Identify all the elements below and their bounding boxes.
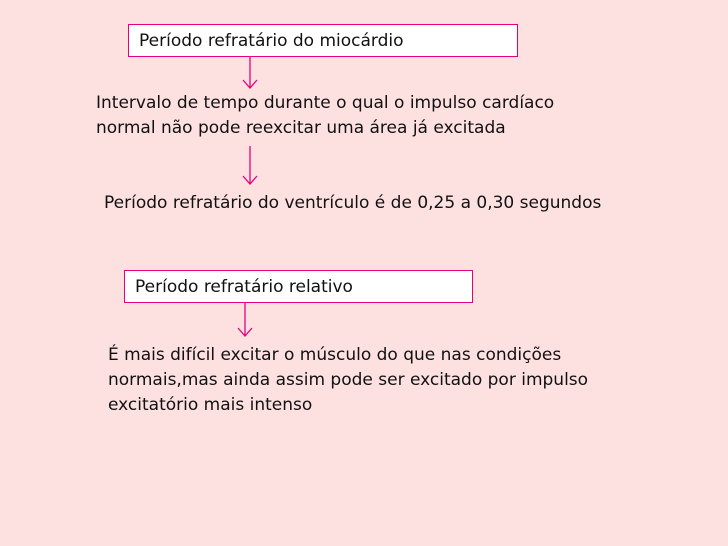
box-refractory-myocardium	[128, 24, 518, 57]
relative-description-text	[108, 343, 588, 418]
arrow-down-icon	[238, 302, 252, 336]
relative-description-line-3: excitatório mais intenso	[108, 395, 313, 415]
box-relative-refractory-label: Período refratário relativo	[135, 277, 353, 297]
arrow-down-icon	[243, 56, 257, 88]
ventricle-refractory-label: Período refratário do ventrículo é de 0,25 a 0,30 segundos	[104, 193, 602, 213]
definition-line-2: normal não pode reexcitar uma área já excitada	[96, 118, 506, 138]
arrow-down-icon	[243, 146, 257, 184]
relative-description-line-2: normais,mas ainda assim pode ser excitado por impulso	[108, 370, 589, 390]
definition-line-1: Intervalo de tempo durante o qual o impulso cardíaco	[96, 93, 555, 113]
relative-description-line-1: É mais difícil excitar o músculo do que nas condições	[108, 345, 562, 365]
box-refractory-myocardium-label: Período refratário do miocárdio	[139, 31, 404, 51]
ventricle-refractory-text	[104, 191, 601, 216]
box-relative-refractory	[124, 270, 473, 303]
definition-text	[96, 91, 554, 141]
